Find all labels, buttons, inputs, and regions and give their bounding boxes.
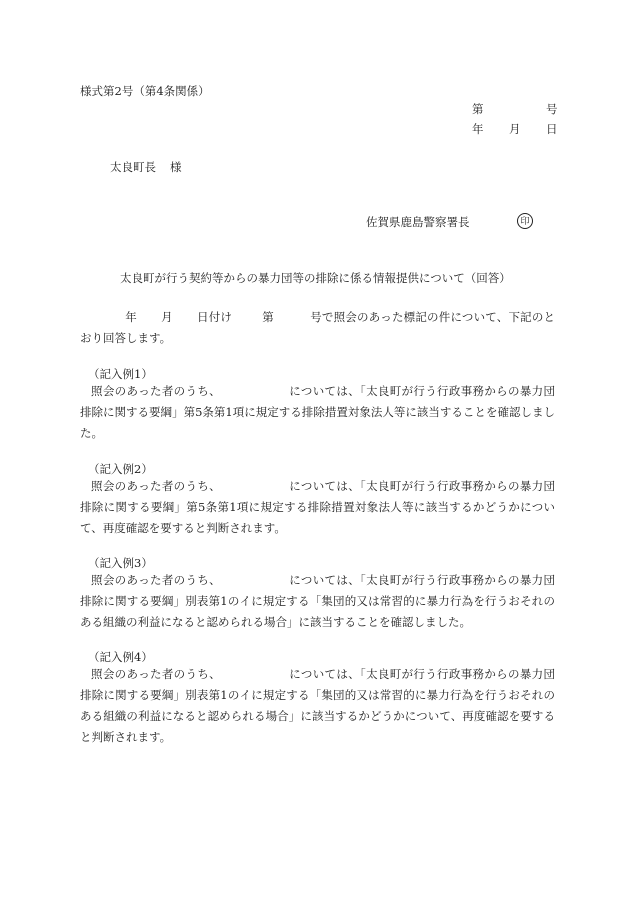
date-month: 月 [509, 122, 521, 136]
example-1-body [80, 381, 555, 444]
intro-year: 年 [125, 310, 137, 324]
seal-icon: 印 [517, 213, 533, 229]
intro-paragraph [80, 307, 555, 349]
example-4-label: （記入例4） [88, 650, 153, 664]
example-2-body [80, 476, 555, 539]
document-title: 太良町が行う契約等からの暴力団等の排除に係る情報提供について（回答） [120, 271, 511, 285]
addressee-name: 太良町長 [110, 160, 156, 174]
intro-text: 号で照会のあった標記の件について、下記のとおり回答します。 [80, 310, 556, 345]
number-prefix: 第 [472, 102, 484, 116]
addressee [110, 162, 182, 174]
example-1-lead: 照会のあった者のうち、 [91, 384, 221, 398]
example-4-lead: 照会のあった者のうち、 [91, 667, 221, 681]
form-number: 様式第2号（第4条関係） [80, 84, 210, 98]
example-1-label: （記入例1） [88, 367, 153, 381]
intro-month: 月 [160, 310, 173, 324]
example-2-label: （記入例2） [88, 462, 153, 476]
intro-number-prefix: 第 [262, 310, 275, 324]
example-1-text: については、「太良町が行う行政事務からの暴力団排除に関する要綱」第5条第1項に規定する排除措置対象法人等に該当することを確認しました。 [80, 384, 555, 440]
example-3-lead: 照会のあった者のうち、 [91, 573, 221, 587]
example-3-label: （記入例3） [88, 556, 153, 570]
example-2-text: については、「太良町が行う行政事務からの暴力団排除に関する要綱」第5条第1項に規定する排除措置対象法人等に該当するかどうかについて、再度確認を要すると判断されます。 [80, 479, 555, 535]
example-2-lead: 照会のあった者のうち、 [91, 479, 221, 493]
sender-name: 佐賀県鹿島警察署長 [366, 215, 470, 229]
example-3-body [80, 570, 555, 633]
intro-date-suffix: 日付け [196, 310, 233, 324]
example-4-text: については、「太良町が行う行政事務からの暴力団排除に関する要綱」別表第1のイに規定する「集団的又は常習的に暴力行為を行うおそれのある組織の利益になると認められる場合」に該当するかどうかについて、再度確認を要すると判断されます。 [80, 667, 555, 744]
example-3-text: については、「太良町が行う行政事務からの暴力団排除に関する要綱」別表第1のイに規定する「集団的又は常習的に暴力行為を行うおそれのある組織の利益になると認められる場合」に該当することを確認しました。 [80, 573, 555, 629]
date-day: 日 [546, 122, 558, 136]
example-4-body [80, 664, 555, 748]
addressee-honorific: 様 [170, 160, 182, 174]
number-suffix: 号 [546, 102, 558, 116]
date-year: 年 [472, 122, 484, 136]
